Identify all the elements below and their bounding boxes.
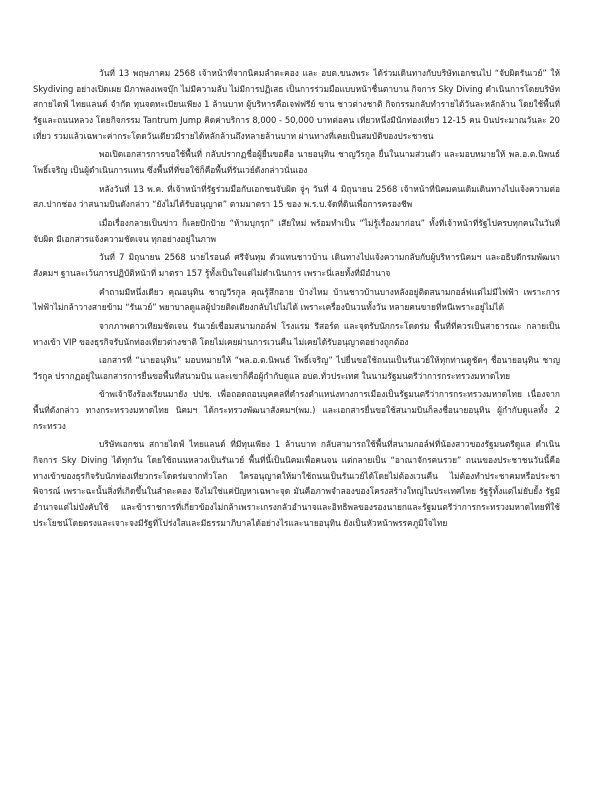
paragraph-2: พอเปิดเอกสารการขอใช้พื้นที่ กลับปรากฏชื่อผู้ยื่นขอคือ นายอนุทิน ชาญวีรกูล ยื่นในนามส่วนตัว และมอบหมายให้ พล.อ.ต.นิพนธ์ โพธิ์เจริญ เป็นผู้ดำเนินการแทน ซึ่งพื้นที่ที่ขอใช้ก็คือพื้นที่รันเวย์ดังกล่าวนั่นเอง (33, 149, 560, 175)
paragraph-5: วันที่ 7 มิถุนายน 2568 นายไรอนต์ ศรีจันทุม ตัวแทนชาวบ้าน เดินทางไปแจ้งความกลับกับผู้บริหารนิคมฯ และอธิบดีกรมพัฒนาสังคมฯ ฐานละเว้นการปฏิบัติหน้าที่ มาตรา 157 รู้ทั้งเป็นใจแต่ไม่ดำเนินการ เพราะนี่เลยทั้งที่มีอำนาจ (33, 252, 560, 278)
paragraph-10: บริษัทเอกชน สกายไดฟ์ ไทยแลนด์ ที่มีทุนเพียง 1 ล้านบาท กลับสามารถใช้พื้นที่สนามกอล์ฟที่น้องสาวของรัฐมนตรีดูแล ดำเนินกิจการ Sky Diving ได้ทุกวัน โดยใช้ถนนหลวงเป็นรันเวย์ พื้นที่นี้เป็นนิคมเพื่อคนจน แต่กลายเป็น “อาณาจักรคนรวย” ถนนของประชาชนวันนี้คือทางเข้าของธุรกิจรับนักท่องเที่ยวกระโดดร่มจากทั่วโลก ใครอนุญาตให้มาใช้ถนนเป็นรันเวย์ได้โดยไม่ต้องเวนคืน ไม่ต้องทำประชาคมหรือประชาพิจารณ์ เพราะฉะนั้นสิ่งที่เกิดขึ้นในลำตะคอง จึงไม่ใช่แค่ปัญหาเฉพาะจุด มันคือภาพจำลองของโครงสร้างใหญ่ในประเทศไทย รัฐรู้ทั้งแต่ไม่ยับยั้ง รัฐมีอำนาจแต่ไม่บังคับใช้ และข้าราชการที่เกี่ยวข้องไม่กล้าเพราะเกรงกลัวอำนาจและอิทธิพลของรองนายกและรัฐมนตรีว่าการกระทรวงมหาดไทยที่ใช้ประโยชน์โดยตรงและเจาะจงมีรัฐที่โปร่งใสและมีธรรมาภิบาลได้อย่างไรและนายอนุทิน ยังเป็นหัวหน้าพรรคภูมิใจไทย (33, 439, 560, 528)
paragraph-4: เมื่อเรื่องกลายเป็นข่าว ก็เลยปักป้าย “ห้ามบุกรุก” เสียใหม่ พร้อมทำเป็น “ไม่รู้เรื่องมาก่อน” ทั้งที่เจ้าหน้าที่รัฐไปครบทุกคนในวันที่จับผิด มีเอกสารแจ้งความชัดเจน ทุกอย่างอยู่ในภาพ (33, 217, 560, 244)
paragraph-8: เอกสารที่ “นายอนุทิน” มอบหมายให้ “พล.อ.ต.นิพนธ์ โพธิ์เจริญ” ไปยื่นขอใช้ถนนเป็นรันเวย์ให้ทุกท่านดูชัดๆ ชื่อนายอนุทิน ชาญวีรกูล ปรากฏอยู่ในเอกสารการยื่นขอพื้นที่สนามบิน และเขาก็คือผู้กำกับดูแล อบต.ทั่วประเทศ ในนามรัฐมนตรีว่าการกระทรวงมหาดไทย (33, 355, 560, 381)
paragraph-9: ข้าพเจ้าจึงร้องเรียนมายัง ปปช. เพื่อถอดถอนบุคคลที่ดำรงตำแหน่งทางการเมืองเป็นรัฐมนตรีว่าการกระทรวงมหาดไทย เนื่องจากพื้นที่ดังกล่าว ทางกระทรวงมหาดไทย นิคมฯ ได้กระทรวงพัฒนาสังคมฯ(พม.) และเอกสารยื่นขอใช้สนามบินก็ลงชื่อนายอนุทิน ผู้กำกับดูแลทั้ง 2 กระทรวง (33, 389, 560, 431)
paragraph-7: จากภาพดาวเทียมชัดเจน รันเวย์เชื่อมสนามกอล์ฟ โรงแรม รีสอร์ต และจุดรับนักกระโดดร่ม พื้นที่ที่ควรเป็นสาธารณะ กลายเป็นทางเข้า VIP ของธุรกิจรับนักท่องเที่ยวต่างชาติ โดยไม่เคยผ่านการเวนคืน ไม่เคยได้รับอนุญาตอย่างถูกต้อง (33, 320, 560, 347)
paragraph-1: วันที่ 13 พฤษภาคม 2568 เจ้าหน้าที่จากนิคมลำตะคอง และ อบต.ขนงพระ ได้ร่วมเดินทางกับบริษัทเอกชนไป “จับผิดรันเวย์” ให้ Skydiving อย่างเปิดเผย มีภาพลงเพจบุ๊ก ไม่มีความลับ ไม่มีการปฏิเสธ เป็นการร่วมมือแบบหน้าชื่นตาบาน กิจการ Sky Diving ดำเนินการโดยบริษัท สกายไดฟ์ ไทยแลนด์ จำกัด ทุนจดทะเบียนเพียง 1 ล้านบาท ผู้บริหารคือเจฟฟรีย์ ขาน ชาวต่างชาติ กิจกรรมกลับทำรายได้วันละหลักล้าน โดยใช้พื้นที่รัฐและถนนหลวง โดยกิจกรรม Tantrum Jump คิดค่าบริการ 8,000 - 50,000 บาทต่อคน เที่ยวหนึ่งมีนักท่องเที่ยว 12-15 คน บินประมาณวันละ 20 เที่ยว รวมแล้วเฉพาะค่ากระโดดวันเดียวมีรายได้หลักล้านถึงหลายล้านบาท ผ่านทางที่เคยเป็นสมบัติของประชาชน (33, 68, 560, 141)
paragraph-3: หลังวันที่ 13 พ.ค. ที่เจ้าหน้าที่รัฐร่วมมือกับเอกชนจับผิด จู่ๆ วันที่ 4 มิถุนายน 2568 เจ้าหน้าที่นิคมคนเดิมเดินทางไปแจ้งความต่อ สภ.ปากช่อง ว่าสนามบินดังกล่าว “ยังไม่ได้รับอนุญาต” ตามมาตรา 15 ของ พ.ร.บ.จัดที่ดินเพื่อการครองชีพ (33, 183, 560, 210)
paragraph-6: คำถามมีหนึ่งเดียว คุณอนุทิน ชาญวีรกูล คุณรู้สึกอาย บ้างไหม บ้านชาวบ้านบางหลังอยู่ติดสนามกอล์ฟแต่ไม่มีไฟฟ้า เพราะการไฟฟ้าไม่กล้าวางสายข้าม “รันเวย์” พยาบาลดูแลผู้ป่วยติดเตียงกลับไปไม่ได้ เพราะเครื่องบินวนทั้งวัน หลายคนขายที่หนีเพราะอยู่ไม่ได้ (33, 286, 560, 313)
